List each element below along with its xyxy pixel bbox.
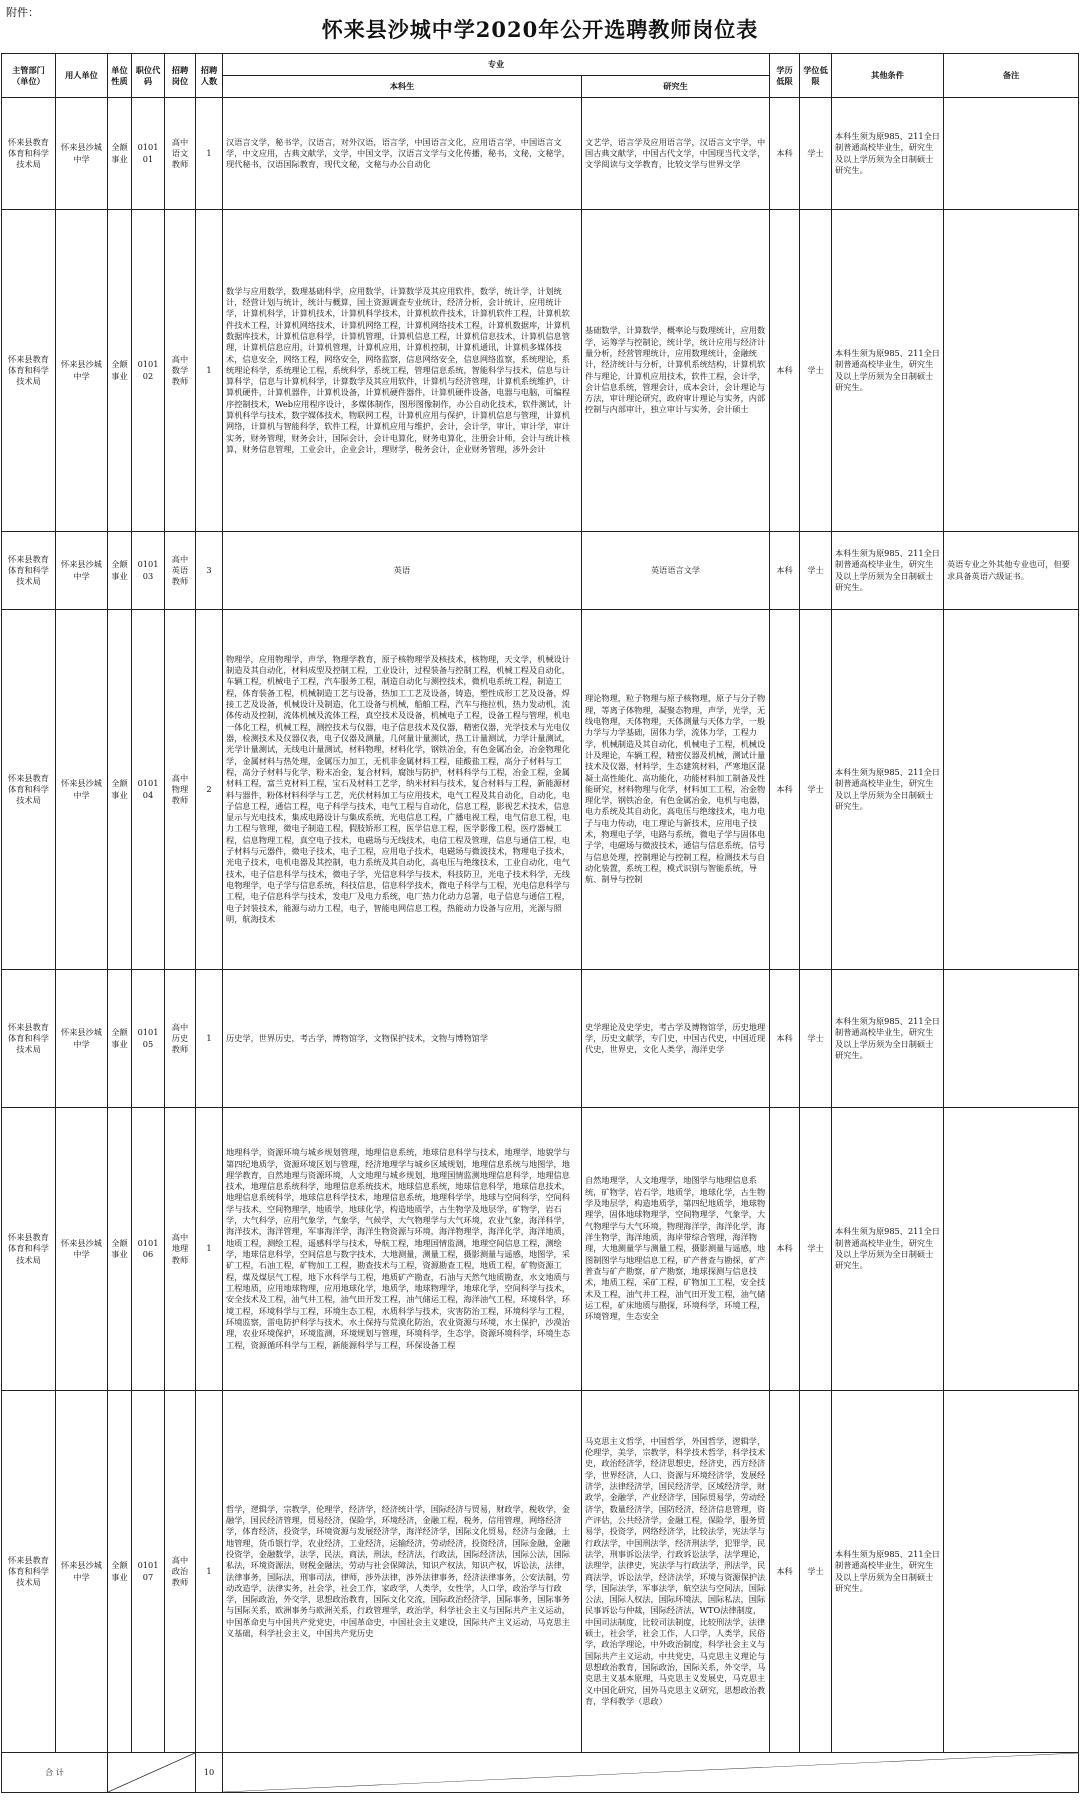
degree-cell: 学士 — [800, 1391, 832, 1753]
header-major: 专业 — [223, 54, 770, 76]
header-nature: 单位性质 — [108, 54, 132, 98]
header-code: 职位代码 — [132, 54, 165, 98]
header-remark: 备注 — [944, 54, 1079, 98]
undergrad-cell: 哲学，逻辑学，宗教学，伦理学，经济学，经济统计学，国际经济与贸易，财政学，税收学，金融学，国民经济管理，贸易经济，保险学，环境经济，金融工程，税务，信用管理，网络经济学，体育经济，投资学，环境资源与发展经济学，海洋经济学，国际文化贸易，经济与金融，土地管理，货币银行学，农业经济，工业经济，运输经济，劳动经济，投资经济，国际金融，金融投资学，金融数学，法学，民法，商法，刑法，经济法，行政法，国际经济法，国际公法，国际私法，环境资源法，财税金融法，劳动与社会保障法，知识产权法，知识产权，诉讼法，法律，法律事务，国际法，刑事司法，律师，涉外法律，涉外法律事务，经济法律事务，公安法制，劳动改造学，法律实务，社会学，社会工作，家政学，人类学，女性学，人口学，政治学与行政学，国际政治，外交学，思想政治教育，国际文化交流，国际政治经济学，国际事务，国际事务与国际关系，欧洲事务与欧洲关系，行政管理学，政治学，科学社会主义与国际共产主义运动，中国革命史与中国共产党党史，中国革命史，中国社会主义建设，国际共产主义运动，马克思主义基础，科学社会主义，中国共产党历史 — [223, 1391, 582, 1753]
employer-cell: 怀来县沙城中学 — [56, 1391, 108, 1753]
header-other: 其他条件 — [832, 54, 944, 98]
graduate-cell: 自然地理学，人文地理学，地图学与地理信息系统，矿物学，岩石学，地质学，地球化学，古生物学及地层学，构造地质学，第四纪地质学，地球物理学，固体地球物理学，空间物理学，气象学，大气物理学与大气环境，物理海洋学，海洋化学，海洋生物学，海洋地质，海岸带综合管理，海洋物理，大地测量学与测量工程，摄影测量与遥感，地图制图学与地理信息工程，矿产普查与勘探，矿产普查与矿产勘察，矿产勘察，地球探测与信息技术，地质工程，采矿工程，矿物加工工程，安全技术及工程，油气井工程，油气田开发工程，油气储运工程，矿床地质与勘探，环境科学，环境工程，环境管理，生态安全 — [582, 1108, 770, 1391]
code-cell: 010103 — [132, 532, 165, 610]
total-count: 10 — [196, 1753, 223, 1793]
other-cell: 本科生须为原985、211全日制普通高校毕业生，研究生及以上学历须为全日制硕士研究生。 — [832, 1108, 944, 1391]
nature-cell: 全额事业 — [108, 970, 132, 1108]
graduate-cell: 史学理论及史学史，考古学及博物馆学，历史地理学，历史文献学，专门史，中国古代史，中国近现代史，世界史，文化人类学，海洋史学 — [582, 970, 770, 1108]
code-cell: 010101 — [132, 98, 165, 210]
graduate-cell: 文艺学，语言学及应用语言学，汉语言文字学，中国古典文献学，中国古代文学，中国现当代文学，文学阅读与文学教育，比较文学与世界文学 — [582, 98, 770, 210]
dept-cell: 怀来县教育体育和科学技术局 — [2, 532, 56, 610]
remark-cell — [944, 970, 1079, 1108]
employer-cell: 怀来县沙城中学 — [56, 210, 108, 532]
degree-cell: 学士 — [800, 610, 832, 970]
code-cell: 010102 — [132, 210, 165, 532]
header-degree: 学位低限 — [800, 54, 832, 98]
table-row — [2, 970, 1079, 1108]
post-cell: 高中历史教师 — [165, 970, 196, 1108]
diagonal-line — [108, 1753, 195, 1792]
edu-cell: 本科 — [770, 98, 800, 210]
remark-cell: 英语专业之外其他专业也可，但要求具备英语六级证书。 — [944, 532, 1079, 610]
table-row — [2, 210, 1079, 532]
count-cell: 3 — [196, 532, 223, 610]
employer-cell: 怀来县沙城中学 — [56, 98, 108, 210]
employer-cell: 怀来县沙城中学 — [56, 532, 108, 610]
count-cell: 1 — [196, 98, 223, 210]
remark-cell — [944, 98, 1079, 210]
remark-cell — [944, 610, 1079, 970]
degree-cell: 学士 — [800, 1108, 832, 1391]
other-cell: 本科生须为原985、211全日制普通高校毕业生，研究生及以上学历须为全日制硕士研究生。 — [832, 1391, 944, 1753]
undergrad-cell: 汉语言文学，秘书学，汉语言，对外汉语，语言学，中国语言文化，应用语言学，中国语言文学，中文应用，古典文献学，文学，中国文学，汉语言文学与文化传播，秘书，文秘，文秘学，现代秘书，汉语国际教育，现代文秘，文秘与办公自动化 — [223, 98, 582, 210]
table-row — [2, 1391, 1079, 1753]
attachment-label: 附件： — [6, 6, 39, 19]
post-cell: 高中物理教师 — [165, 610, 196, 970]
count-cell: 2 — [196, 610, 223, 970]
post-cell: 高中英语教师 — [165, 532, 196, 610]
remark-cell — [944, 1108, 1079, 1391]
header-dept: 主管部门（单位） — [2, 54, 56, 98]
other-cell: 本科生须为原985、211全日制普通高校毕业生，研究生及以上学历须为全日制硕士研究生。 — [832, 98, 944, 210]
post-cell: 高中数学教师 — [165, 210, 196, 532]
other-cell: 本科生须为原985、211全日制普通高校毕业生，研究生及以上学历须为全日制硕士研究生。 — [832, 532, 944, 610]
total-diagonal-cell — [108, 1753, 196, 1793]
header-edu: 学历低限 — [770, 54, 800, 98]
header-count: 招聘人数 — [196, 54, 223, 98]
total-empty-cell — [223, 1753, 1079, 1793]
undergrad-cell: 数学与应用数学，数理基础科学，应用数学，计算数学及其应用软件，数学，统计学，计划统计，经营计划与统计，统计与概算，国土资源调查专业统计，经济分析，会计统计，应用统计学，计算机科学，计算机技术，计算机科学技术，计算机软件技术，计算机软件工程，计算机软件技术工程，计算机网络技术，计算机网络工程，计算机网络技术工程，计算机数据库，计算机数据库技术，计算机信息科学，计算机管理，计算机信息工程，计算机信息技术，计算机信息管理，计算机信息应用，计算机管理，计算机应用，计算机控制，计算机通讯，计算机多媒体技术，信息安全，网络工程，网络安全，网络监察，信息网络安全，信息网络监察，系统理论，系统理论科学，系统理论工程，系统科学，系统工程，管理信息系统，智能科学与技术，信息与计算科学，信息与计算机科学，计算数学及其应用软件，计算机与经济管理，计算机系统维护，计算机硬件，计算机器件，计算机设备，计算机硬件器件，计算机硬件设备，电器与电脑，可编程序控制技术，Web应用程序设计，多媒体制作，图形图像制作，办公自动化技术，软件测试，计算机科学与技术，数字媒体技术，物联网工程，计算机应用与保护，计算机信息与管理，计算机网络，计算机与智能科学，软件工程，计算机应用与维护，会计，会计学，审计，审计学，审计实务，财务管理，财务会计，国际会计，会计电算化，财务电算化，注册会计师，会计与统计核算，财务信息管理，工业会计，企业会计，理财学，税务会计，企业财务管理，涉外会计 — [223, 210, 582, 532]
dept-cell: 怀来县教育体育和科学技术局 — [2, 1108, 56, 1391]
degree-cell: 学士 — [800, 98, 832, 210]
undergrad-cell: 地理科学，资源环境与城乡规划管理，地理信息系统，地球信息科学与技术，地理学，地貌学与第四纪地质学，资源环境区划与管理，经济地理学与城乡区域规划，地理信息系统与地图学，地理学教育，自然地理与资源环境，人文地理与城乡规划，地理国情监测地理信息科学，地理信息技术，地理信息系统科学，地理信息系统技术，地球信息系统，地球信息科学，地球信息技术，地理信息系统科学，地球信息科学技术，地理信息系统，地理科学学，地球与空间科学，空间科学与技术，空间物理学，地质学，地球化学，构造地质学，古生物学及地层学，矿物学，岩石学，大气科学，应用气象学，气象学，气候学，大气物理学与大气环境，农业气象，海洋科学，海洋技术，海洋管理，军事海洋学，海洋生物资源与环境，海洋物理学，海洋化学，海洋地质，地质工程，测绘工程，遥感科学与技术，导航工程，地理国情监测，地理空间信息工程，测绘学，地球信息科学，空间信息与数字技术，大地测量，测量工程，摄影测量与遥感，地图学，采矿工程，石油工程，矿物加工工程，勘查技术与工程，资源勘查工程，地质工程，矿物资源工程，煤及煤层气工程，地下水科学与工程，地质矿产勘查，石油与天然气地质勘查，水文地质与工程地质，应用地球物理，应用地球化学，地质学，地球物理学，地球化学，空间科学与技术，安全技术及工程，油气井工程，油气田开发工程，油气储运工程，海洋油气工程，环境科学，环境工程，环境科学与工程，环境生态工程，水质科学与技术，灾害防治工程，环境科学与工程，环境监察，雷电防护科学与技术，水土保持与荒漠化防治，农业资源与环境，水土保护，沙漠治理，农业环境保护，环境监测，环境规划与管理，环境科学，生态学，资源环境科学，环境生态工程，资源循环科学与工程，新能源科学与工程，环保设备工程 — [223, 1108, 582, 1391]
table-row — [2, 98, 1079, 210]
edu-cell: 本科 — [770, 1391, 800, 1753]
edu-cell: 本科 — [770, 210, 800, 532]
dept-cell: 怀来县教育体育和科学技术局 — [2, 970, 56, 1108]
graduate-cell: 英语语言文学 — [582, 532, 770, 610]
count-cell: 1 — [196, 970, 223, 1108]
total-label: 合 计 — [2, 1753, 108, 1793]
positions-table — [1, 53, 1079, 1793]
table-row — [2, 1108, 1079, 1391]
remark-cell — [944, 1391, 1079, 1753]
table-row — [2, 532, 1079, 610]
code-cell: 010105 — [132, 970, 165, 1108]
nature-cell: 全额事业 — [108, 98, 132, 210]
employer-cell: 怀来县沙城中学 — [56, 970, 108, 1108]
header-undergrad: 本科生 — [223, 76, 582, 98]
dept-cell: 怀来县教育体育和科学技术局 — [2, 1391, 56, 1753]
post-cell: 高中语文教师 — [165, 98, 196, 210]
dept-cell: 怀来县教育体育和科学技术局 — [2, 610, 56, 970]
post-cell: 高中政治教师 — [165, 1391, 196, 1753]
remark-cell — [944, 210, 1079, 532]
edu-cell: 本科 — [770, 532, 800, 610]
code-cell: 010106 — [132, 1108, 165, 1391]
undergrad-cell: 物理学，应用物理学，声学，物理学教育，原子核物理学及核技术，核物理，天文学，机械设计制造及其自动化，材料成型及控制工程，工业设计，过程装备与控制工程，机械工程及自动化，车辆工程，机械电子工程，汽车服务工程，制造自动化与测控技术，微机电系统工程，制造工程，体育装备工程，机械制造工艺与设备，热加工工艺及设备，铸造，塑性成形工艺及设备，焊接工艺及设备，机械设计及制造，化工设备与机械，船舶工程，汽车与拖拉机，热力发动机，流体传动及控制，流体机械及流体工程，真空技术及设备，机械电子工程，设备工程与管理，机电一体化工程，机械工程，测控技术与仪器，电子信息技术及仪器，精密仪器，光学技术与光电仪器，检测技术及仪器仪表，电子仪器及测量，几何量计量测试，热工计量测试，力学计量测试，光学计量测试，无线电计量测试，材料物理，材料化学，钢铁冶金，有色金属冶金，冶金物理化学，金属材料与热处理，金属压力加工，无机非金属材料工程，硅酸盐工程，高分子材料与工程，高分子材料与化学，粉末冶金，复合材料，腐蚀与防护，材料科学与工程，冶金工程，金属材料工程，富兰克材料工程，宝石及材料工艺学，纳米材料与技术，复合材料与工程，新能源材料与器件，粉体材料科学与工艺，光伏材料加工与应用技术，电气工程及其自动化，自动化，电子信息工程，通信工程，电子科学与技术，电气工程与自动化，信息工程，影视艺术技术，信息显示与光电技术，集成电路设计与集成系统，光电信息工程，广播电视工程，电气信息工程，电力工程与管理，微电子制造工程，假肢矫形工程，医学信息工程，医学影像工程，医疗器械工程，信息物理工程，真空电子技术，电磁场与无线技术，电信工程及管理，信息与通信工程，电子材料与元器件，微电子技术，电子工程，应用电子技术，电磁场与微波技术，物理电子技术，光电子技术，电机电器及其控制，电力系统及其自动化，高电压与绝缘技术，工业自动化，电气技术，电子信息科学与技术，微电子学，光信息科学与技术，科技防卫，光电子技术科学，无线电物理学，电子学与信息系统，科技信息，信息科学技术，微电子科学与工程，光电信息科学与工程，电子信息科学与技术，发电厂及电力系统，电厂热力化动力总署，电子信息与通信工程，电子封装技术，能源与动力工程，电子，智能电网信息工程，热能动力设备与应用，光源与照明，航海技术 — [223, 610, 582, 970]
employer-cell: 怀来县沙城中学 — [56, 610, 108, 970]
undergrad-cell: 英语 — [223, 532, 582, 610]
nature-cell: 全额事业 — [108, 610, 132, 970]
code-cell: 010104 — [132, 610, 165, 970]
undergrad-cell: 历史学，世界历史，考古学，博物馆学，文物保护技术，文物与博物馆学 — [223, 970, 582, 1108]
other-cell: 本科生须为原985、211全日制普通高校毕业生，研究生及以上学历须为全日制硕士研究生。 — [832, 210, 944, 532]
graduate-cell: 马克思主义哲学，中国哲学，外国哲学，逻辑学，伦理学，美学，宗教学，科学技术哲学，科学技术史，政治经济学，经济思想史，经济史，西方经济学，世界经济，人口、资源与环境经济学，发展经济学，法律经济学，国民经济学，区域经济学，财政学，金融学，产业经济学，国际贸易学，劳动经济学，数量经济学，国防经济，经济信息管理，资产评估，公共经济学，金融工程，保险学，服务贸易学，投资学，网络经济学，比较法学，宪法学与行政法学，中国刑法学，经济刑法学，犯罪学，民法学，刑事诉讼法学，行政诉讼法学，法学理论，法理学，法律史，宪法学与行政法学，刑法学，民商法学，诉讼法学，经济法学，环境与资源保护法学，国际法学，军事法学，航空法与空间法，国际公法，国际人权法，国际环境法，国际私法，国际民事诉讼与仲裁，国际经济法，WTO法律制度，中国司法制度，比较司法制度，比较刑法学，法律硕士，社会学，社会工作，人口学，人类学，民俗学，政治学理论，中外政治制度，科学社会主义与国际共产主义运动，中共党史，马克思主义理论与思想政治教育，国际政治，国际关系，外交学，马克思主义基本原理，马克思主义发展史，马克思主义中国化研究，国外马克思主义研究，思想政治教育，学科教学（思政） — [582, 1391, 770, 1753]
nature-cell: 全额事业 — [108, 210, 132, 532]
count-cell: 1 — [196, 210, 223, 532]
count-cell: 1 — [196, 1391, 223, 1753]
other-cell: 本科生须为原985、211全日制普通高校毕业生，研究生及以上学历须为全日制硕士研究生。 — [832, 970, 944, 1108]
employer-cell: 怀来县沙城中学 — [56, 1108, 108, 1391]
total-row — [2, 1753, 1079, 1793]
degree-cell: 学士 — [800, 532, 832, 610]
edu-cell: 本科 — [770, 610, 800, 970]
edu-cell: 本科 — [770, 970, 800, 1108]
header-row-1 — [2, 54, 1079, 76]
header-employer: 用人单位 — [56, 54, 108, 98]
dept-cell: 怀来县教育体育和科学技术局 — [2, 98, 56, 210]
post-cell: 高中地理教师 — [165, 1108, 196, 1391]
count-cell: 1 — [196, 1108, 223, 1391]
diagonal-line — [223, 1753, 1078, 1792]
edu-cell: 本科 — [770, 1108, 800, 1391]
degree-cell: 学士 — [800, 210, 832, 532]
dept-cell: 怀来县教育体育和科学技术局 — [2, 210, 56, 532]
header-post: 招聘岗位 — [165, 54, 196, 98]
graduate-cell: 理论物理，粒子物理与原子核物理，原子与分子物理，等离子体物理，凝聚态物理，声学，光学，无线电物理，天体物理，天体测量与天体力学，一般力学与力学基础，固体力学，流体力学，工程力学，机械制造及其自动化，机械电子工程，机械设计及理论，车辆工程，精密仪器及机械，测试计量技术及仪器，材料学，生态建筑材料，严寒地区混凝土高性能化、高功能化，功能材料加工制备及性能研究，材料物理与化学，材料加工工程，冶金物理化学，钢铁冶金，有色金属冶金，电机与电器，电力系统及其自动化，高电压与绝缘技术，电力电子与电力传动，电工理论与新技术，应用电子技术，物理电子学，电路与系统，微电子学与固体电子学，电磁场与微波技术，通信与信息系统，信号与信息处理，控制理论与控制工程，检测技术与自动化装置，系统工程，模式识别与智能系统，导航、制导与控制 — [582, 610, 770, 970]
other-cell: 本科生须为原985、211全日制普通高校毕业生，研究生及以上学历须为全日制硕士研究生。 — [832, 610, 944, 970]
degree-cell: 学士 — [800, 970, 832, 1108]
page-title: 怀来县沙城中学2020年公开选聘教师岗位表 — [321, 17, 759, 42]
code-cell: 010107 — [132, 1391, 165, 1753]
graduate-cell: 基础数学，计算数学，概率论与数理统计，应用数学，运筹学与控制论，统计学，统计应用与经济计量分析，经营管理统计，应用数理统计，金融统计，经济统计与分析，计算机系统结构，计算机软件与理论，计算机应用技术，软件工程，会计学，会计信息系统，管理会计，成本会计，会计理论与方法，审计理论研究，政府审计理论与实务，内部控制与内部审计，独立审计与实务，会计硕士 — [582, 210, 770, 532]
nature-cell: 全额事业 — [108, 1108, 132, 1391]
nature-cell: 全额事业 — [108, 1391, 132, 1753]
table-row — [2, 610, 1079, 970]
header-graduate: 研究生 — [582, 76, 770, 98]
nature-cell: 全额事业 — [108, 532, 132, 610]
